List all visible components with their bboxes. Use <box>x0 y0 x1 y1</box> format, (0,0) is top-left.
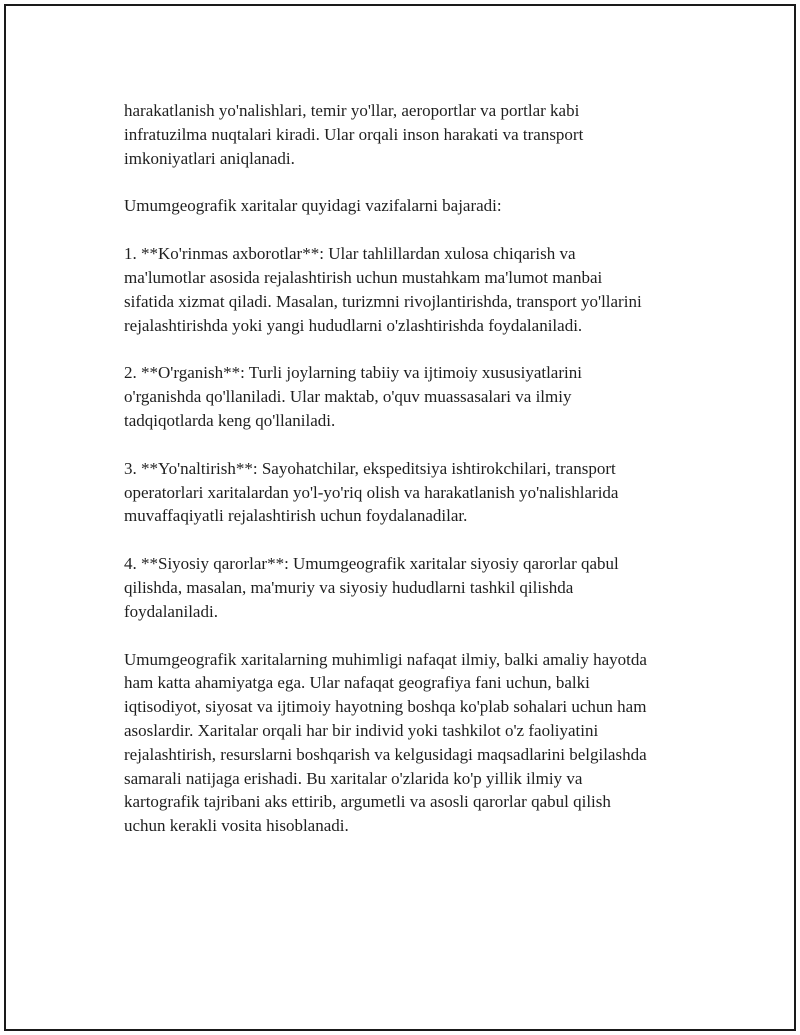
paragraph-functions-heading <box>124 194 704 218</box>
list-item-1 <box>124 242 704 337</box>
list-item-4 <box>124 552 704 623</box>
text-line: kartografik tajribani aks ettirib, argumetli va asosli qarorlar qabul qilish <box>124 792 611 812</box>
text-line: Umumgeografik xaritalar quyidagi vazifalarni bajaradi: <box>124 196 502 216</box>
text-line: uchun kerakli vosita hisoblanadi. <box>124 816 349 836</box>
text-line: Umumgeografik xaritalarning muhimligi nafaqat ilmiy, balki amaliy hayotda <box>124 649 647 669</box>
text-line: foydalaniladi. <box>124 601 218 621</box>
document-body <box>124 99 704 862</box>
text-line: samarali natijaga erishadi. Bu xaritalar o'zlarida ko'p yillik ilmiy va <box>124 768 583 788</box>
text-line: muvaffaqiyatli rejalashtirish uchun foydalanadilar. <box>124 506 468 526</box>
page-frame <box>4 4 796 1031</box>
text-line: infratuzilma nuqtalari kiradi. Ular orqali inson harakati va transport <box>124 124 584 144</box>
text-line: rejalashtirishda yoki yangi hududlarni o'zlashtirishda foydalaniladi. <box>124 315 583 335</box>
paragraph-intro-continued <box>124 99 704 170</box>
text-line: tadqiqotlarda keng qo'llaniladi. <box>124 410 336 430</box>
list-item-3 <box>124 457 704 528</box>
text-line: o'rganishda qo'llaniladi. Ular maktab, o'quv muassasalari va ilmiy <box>124 387 572 407</box>
text-line: qilishda, masalan, ma'muriy va siyosiy hududlarni tashkil qilishda <box>124 577 574 597</box>
text-line: imkoniyatlari aniqlanadi. <box>124 148 295 168</box>
list-item-2 <box>124 361 704 432</box>
text-line: sifatida xizmat qiladi. Masalan, turizmni rivojlantirishda, transport yo'llarini <box>124 291 642 311</box>
paragraph-conclusion <box>124 648 704 838</box>
text-line: 1. **Ko'rinmas axborotlar**: Ular tahlillardan xulosa chiqarish va <box>124 244 576 264</box>
text-line: ham katta ahamiyatga ega. Ular nafaqat geografiya fani uchun, balki <box>124 673 590 693</box>
text-line: iqtisodiyot, siyosat va ijtimoiy hayotning boshqa ko'plab sohalari uchun ham <box>124 697 647 717</box>
text-line: rejalashtirish, resurslarni boshqarish va kelgusidagi maqsadlarini belgilashda <box>124 744 647 764</box>
text-line: 4. **Siyosiy qarorlar**: Umumgeografik xaritalar siyosiy qarorlar qabul <box>124 554 619 574</box>
text-line: 2. **O'rganish**: Turli joylarning tabiiy va ijtimoiy xususiyatlarini <box>124 363 582 383</box>
text-line: ma'lumotlar asosida rejalashtirish uchun mustahkam ma'lumot manbai <box>124 267 603 287</box>
text-line: operatorlari xaritalardan yo'l-yo'riq olish va harakatlanish yo'nalishlarida <box>124 482 619 502</box>
text-line: harakatlanish yo'nalishlari, temir yo'llar, aeroportlar va portlar kabi <box>124 101 580 120</box>
text-line: asoslardir. Xaritalar orqali har bir individ yoki tashkilot o'z faoliyatini <box>124 720 599 740</box>
text-line: 3. **Yo'naltirish**: Sayohatchilar, ekspeditsiya ishtirokchilari, transport <box>124 458 616 478</box>
